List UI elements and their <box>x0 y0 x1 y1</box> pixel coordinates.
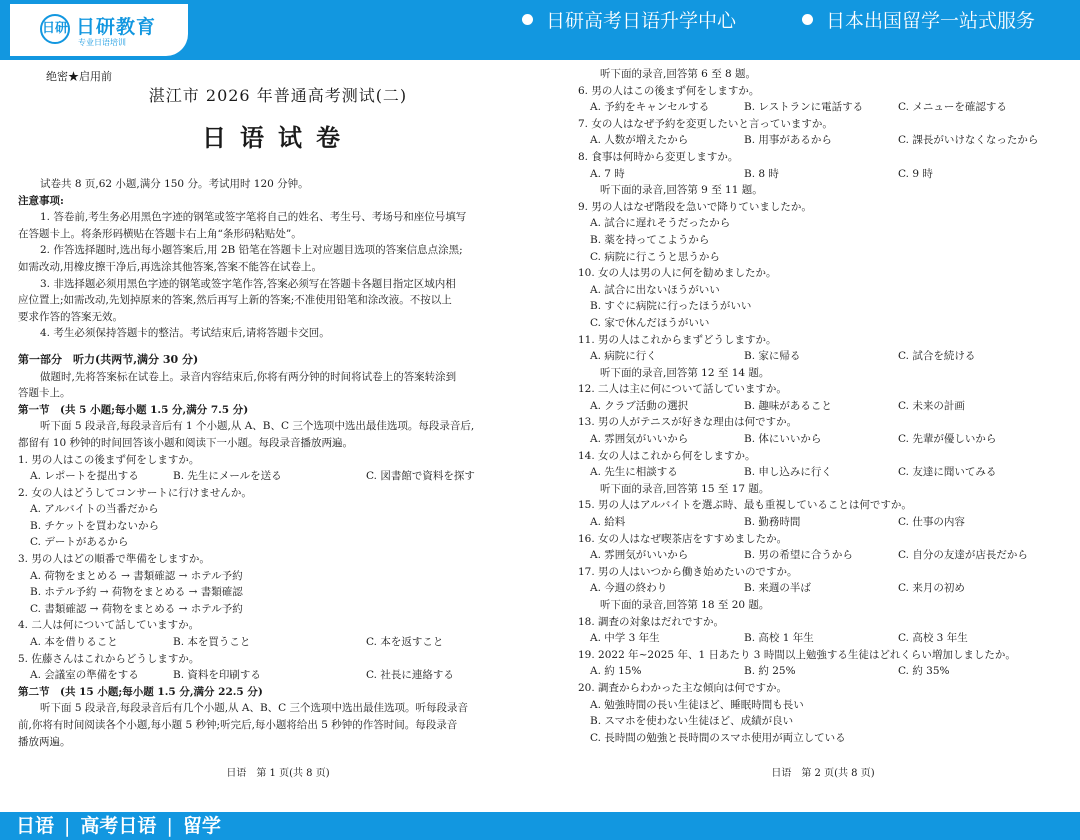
logo <box>10 4 188 56</box>
confidential-label: 绝密★启用前 <box>46 70 112 83</box>
note-4: 4. 考生必须保持答题卡的整洁。考试结束后,请将答题卡交回。 <box>40 327 330 340</box>
question-16: 16. 女の人はなぜ喫茶店をすすめましたか。 <box>578 532 788 545</box>
instruction-15-17: 听下面的录音,回答第 15 至 17 题。 <box>600 482 770 495</box>
option-c: C. メニューを確認する <box>898 101 1007 114</box>
question-13: 13. 男の人がテニスが好きな理由は何ですか。 <box>578 416 798 429</box>
footer-separator: | <box>166 815 173 837</box>
footer-separator: | <box>64 815 71 837</box>
option-b: B. ホテル予約 → 荷物をまとめる → 書類確認 <box>30 586 243 599</box>
note-2-line-1: 2. 作答选择题时,选出每小题答案后,用 2B 铅笔在答题卡上对应题目选项的答案信息点涂黑; <box>40 244 463 257</box>
option-b: B. 体にいいから <box>744 433 822 446</box>
option-b: B. 用事があるから <box>744 134 832 147</box>
option-a: A. 今週の終わり <box>590 582 668 595</box>
option-a: A. 試合に出ないほうがいい <box>590 283 720 296</box>
question-8: 8. 食事は何時から変更しますか。 <box>578 150 739 163</box>
part-1-desc-line-1: 做题时,先将答案标在试卷上。录音内容结束后,你将有两分钟的时间将试卷上的答案转涂到 <box>40 370 457 383</box>
logo-mark-icon: 日研 <box>40 14 70 44</box>
exam-title: 湛江市 2026 年普通高考测试(二) <box>148 86 408 105</box>
question-10: 10. 女の人は男の人に何を勧めましたか。 <box>578 267 777 280</box>
section-2-desc-line-2: 前,你将有时间阅读各个小题,每小题 5 秒钟;听完后,每小题将给出 5 秒钟的作答时间。每段录音 <box>18 719 458 731</box>
option-c: C. 試合を続ける <box>898 350 976 363</box>
bullet-dot-icon <box>522 14 533 25</box>
option-a: A. 病院に行く <box>590 350 657 363</box>
option-a: A. クラブ活動の選択 <box>590 399 689 412</box>
option-c: C. デートがあるから <box>30 536 129 549</box>
banner-item-2-label: 日本出国留学一站式服务 <box>826 10 1036 32</box>
page-1-body <box>18 176 538 750</box>
question-3: 3. 男の人はどの順番で準備をしますか。 <box>18 553 210 566</box>
question-12: 12. 二人は主に何について話していますか。 <box>578 383 787 396</box>
question-7: 7. 女の人はなぜ予約を変更したいと言っていますか。 <box>578 117 833 130</box>
question-16-options <box>578 547 1068 564</box>
question-15: 15. 男の人はアルバイトを選ぶ時、最も重視していることは何ですか。 <box>578 499 912 512</box>
question-5-options <box>18 667 538 684</box>
exam-intro: 试卷共 8 页,62 小题,满分 150 分。考试用时 120 分钟。 <box>40 178 309 190</box>
note-3-line-2: 应位置上;如需改动,先划掉原来的答案,然后再写上新的答案;不准使用铅笔和涂改液。不按以上 <box>18 294 452 307</box>
option-a: A. 人数が増えたから <box>590 134 689 147</box>
option-c: C. 先輩が優しいから <box>898 433 997 446</box>
option-c: C. 長時間の勉強と長時間のスマホ使用が両立している <box>590 731 846 744</box>
option-a: A. 雰囲気がいいから <box>590 433 689 446</box>
page-1 <box>18 60 538 812</box>
instruction-12-14: 听下面的录音,回答第 12 至 14 题。 <box>600 366 770 379</box>
option-c: C. 病院に行こうと思うから <box>590 250 720 263</box>
question-11-options <box>578 348 1068 365</box>
section-1-desc-line-2: 都留有 10 秒钟的时间回答该小题和阅读下一小题。每段录音播放两遍。 <box>18 436 354 449</box>
option-a: A. 荷物をまとめる → 書類確認 → ホテル予約 <box>30 569 243 582</box>
question-1: 1. 男の人はこの後まず何をしますか。 <box>18 453 200 466</box>
question-6: 6. 男の人はこの後まず何をしますか。 <box>578 84 760 97</box>
option-a: A. 中学 3 年生 <box>590 632 660 645</box>
question-4: 4. 二人は何について話していますか。 <box>18 619 200 632</box>
option-b: B. 薬を持ってこようから <box>590 233 710 246</box>
option-c: C. 仕事の内容 <box>898 516 965 529</box>
question-13-options <box>578 431 1068 448</box>
option-b: B. すぐに病院に行ったほうがいい <box>590 300 752 313</box>
question-18-options <box>578 630 1068 647</box>
option-a: A. 7 時 <box>590 167 625 180</box>
option-b: B. 本を買うこと <box>173 636 251 649</box>
question-1-options <box>18 468 538 485</box>
question-5: 5. 佐藤さんはこれからどうしますか。 <box>18 652 200 665</box>
page-number: 日语 第 2 页(共 8 页) <box>771 768 875 779</box>
option-a: A. 試合に遅れそうだったから <box>590 217 731 230</box>
question-14: 14. 女の人はこれから何をしますか。 <box>578 449 756 462</box>
part-1-heading: 第一部分 听力(共两节,满分 30 分) <box>18 352 199 366</box>
banner-item-2 <box>802 6 1035 33</box>
option-b: B. 資料を印刷する <box>173 669 261 682</box>
option-c: C. 図書館で資料を探す <box>366 470 475 483</box>
question-4-options <box>18 634 538 651</box>
page-2-body <box>578 66 1068 746</box>
top-banner <box>0 0 1080 60</box>
option-b: B. 勤務時間 <box>744 516 801 529</box>
section-2-heading: 第二节 (共 15 小题;每小题 1.5 分,满分 22.5 分) <box>18 685 263 698</box>
instruction-9-11: 听下面的录音,回答第 9 至 11 题。 <box>600 184 763 197</box>
option-b: B. 趣味があること <box>744 399 832 412</box>
option-a: A. 給料 <box>590 516 626 529</box>
option-b: B. 家に帰る <box>744 350 801 363</box>
option-a: A. 雰囲気がいいから <box>590 549 689 562</box>
option-b: B. 来週の半ば <box>744 582 811 595</box>
question-11: 11. 男の人はこれからまずどうしますか。 <box>578 333 777 346</box>
notes-title: 注意事项: <box>18 194 64 207</box>
option-b: B. チケットを買わないから <box>30 519 159 532</box>
bullet-dot-icon <box>802 14 813 25</box>
question-9: 9. 男の人はなぜ階段を急いで降りていましたか。 <box>578 200 812 213</box>
question-19-options <box>578 663 1068 680</box>
paper-title: 日语试卷 <box>202 123 354 152</box>
option-a: A. 約 15% <box>590 665 642 678</box>
page-number: 日语 第 1 页(共 8 页) <box>226 768 330 779</box>
section-1-heading: 第一节 (共 5 小题;每小题 1.5 分,满分 7.5 分) <box>18 403 249 416</box>
option-a: A. 会議室の準備をする <box>30 669 139 682</box>
footer-tag-japanese: 日语 <box>16 815 55 837</box>
option-b: B. 8 時 <box>744 167 779 180</box>
note-1-line-2: 在答题卡上。将条形码横贴在答题卡右上角“条形码粘贴处”。 <box>18 227 302 240</box>
part-1-desc-line-2: 答题卡上。 <box>18 387 71 400</box>
section-1-desc-line-1: 听下面 5 段录音,每段录音后有 1 个小题,从 A、B、C 三个选项中选出最佳选项。每段录音后, <box>40 420 475 433</box>
option-c: C. 友達に聞いてみる <box>898 466 997 479</box>
logo-name: 日研教育 <box>76 16 157 38</box>
instruction-18-20: 听下面的录音,回答第 18 至 20 题。 <box>600 599 770 611</box>
option-c: C. 家で休んだほうがいい <box>590 316 710 329</box>
instruction-6-8: 听下面的录音,回答第 6 至 8 题。 <box>600 68 757 80</box>
question-18: 18. 調査の対象はだれですか。 <box>578 615 725 628</box>
option-b: B. 男の希望に合うから <box>744 549 853 562</box>
section-2-desc-line-1: 听下面 5 段录音,每段录音后有几个小题,从 A、B、C 三个选项中选出最佳选项。听每段录音 <box>40 702 469 715</box>
option-b: B. 申し込みに行く <box>744 466 832 479</box>
question-2: 2. 女の人はどうしてコンサートに行けませんか。 <box>18 486 252 499</box>
option-c: C. 書類確認 → 荷物をまとめる → ホテル予約 <box>30 602 243 615</box>
option-b: B. スマホを使わない生徒ほど、成績が良い <box>590 715 794 728</box>
question-19: 19. 2022 年~2025 年、1 日あたり 3 時間以上勉強する生徒はどれくらい増加しましたか。 <box>578 648 1016 661</box>
footer-tag-study-abroad: 留学 <box>182 815 221 837</box>
option-c: C. 自分の友達が店長だから <box>898 549 1028 562</box>
option-c: C. 高校 3 年生 <box>898 632 968 645</box>
option-a: A. レポートを提出する <box>30 470 139 483</box>
option-b: B. レストランに電話する <box>744 101 864 114</box>
question-14-options <box>578 464 1068 481</box>
page-2 <box>578 60 1068 812</box>
note-2-line-2: 如需改动,用橡皮擦干净后,再选涂其他答案,答案不能答在试卷上。 <box>18 260 323 273</box>
question-17-options <box>578 580 1068 597</box>
banner-item-1 <box>522 6 736 33</box>
bottom-banner <box>0 812 1080 840</box>
question-17: 17. 男の人はいつから働き始めたいのですか。 <box>578 565 798 578</box>
option-c: C. 社長に連絡する <box>366 669 454 682</box>
note-3-line-3: 要求作答的答案无效。 <box>18 310 123 323</box>
option-a: A. 本を借りること <box>30 636 118 649</box>
option-a: A. 先生に相談する <box>590 466 678 479</box>
option-c: C. 課長がいけなくなったから <box>898 134 1039 147</box>
question-15-options <box>578 514 1068 531</box>
option-a: A. 勉強時間の長い生徒ほど、睡眠時間も長い <box>590 698 804 711</box>
question-6-options <box>578 99 1068 116</box>
question-20: 20. 調査からわかった主な傾向は何ですか。 <box>578 681 788 694</box>
logo-subtitle: 专业日语培训 <box>78 38 126 47</box>
question-8-options <box>578 166 1068 183</box>
option-a: A. 予約をキャンセルする <box>590 101 710 114</box>
option-c: C. 来月の初め <box>898 582 965 595</box>
option-b: B. 先生にメールを送る <box>173 470 282 483</box>
option-b: B. 高校 1 年生 <box>744 632 814 645</box>
footer-tag-gaokao: 高考日语 <box>80 815 157 837</box>
option-c: C. 約 35% <box>898 665 950 678</box>
option-b: B. 約 25% <box>744 665 796 678</box>
option-a: A. アルバイトの当番だから <box>30 503 159 516</box>
question-12-options <box>578 398 1068 415</box>
exam-pages <box>0 60 1080 812</box>
option-c: C. 未来の計画 <box>898 399 965 412</box>
section-2-desc-line-3: 播放两遍。 <box>18 735 71 748</box>
option-c: C. 本を返すこと <box>366 636 444 649</box>
banner-item-1-label: 日研高考日语升学中心 <box>546 10 737 32</box>
note-3-line-1: 3. 非选择题必须用黑色字迹的钢笔或签字笔作答,答案必须写在答题卡各题目指定区域内相 <box>40 277 456 290</box>
option-c: C. 9 時 <box>898 167 933 180</box>
note-1-line-1: 1. 答卷前,考生务必用黑色字迹的钢笔或签字笔将自己的姓名、考生号、考场号和座位号填写 <box>40 211 467 224</box>
question-7-options <box>578 132 1068 149</box>
